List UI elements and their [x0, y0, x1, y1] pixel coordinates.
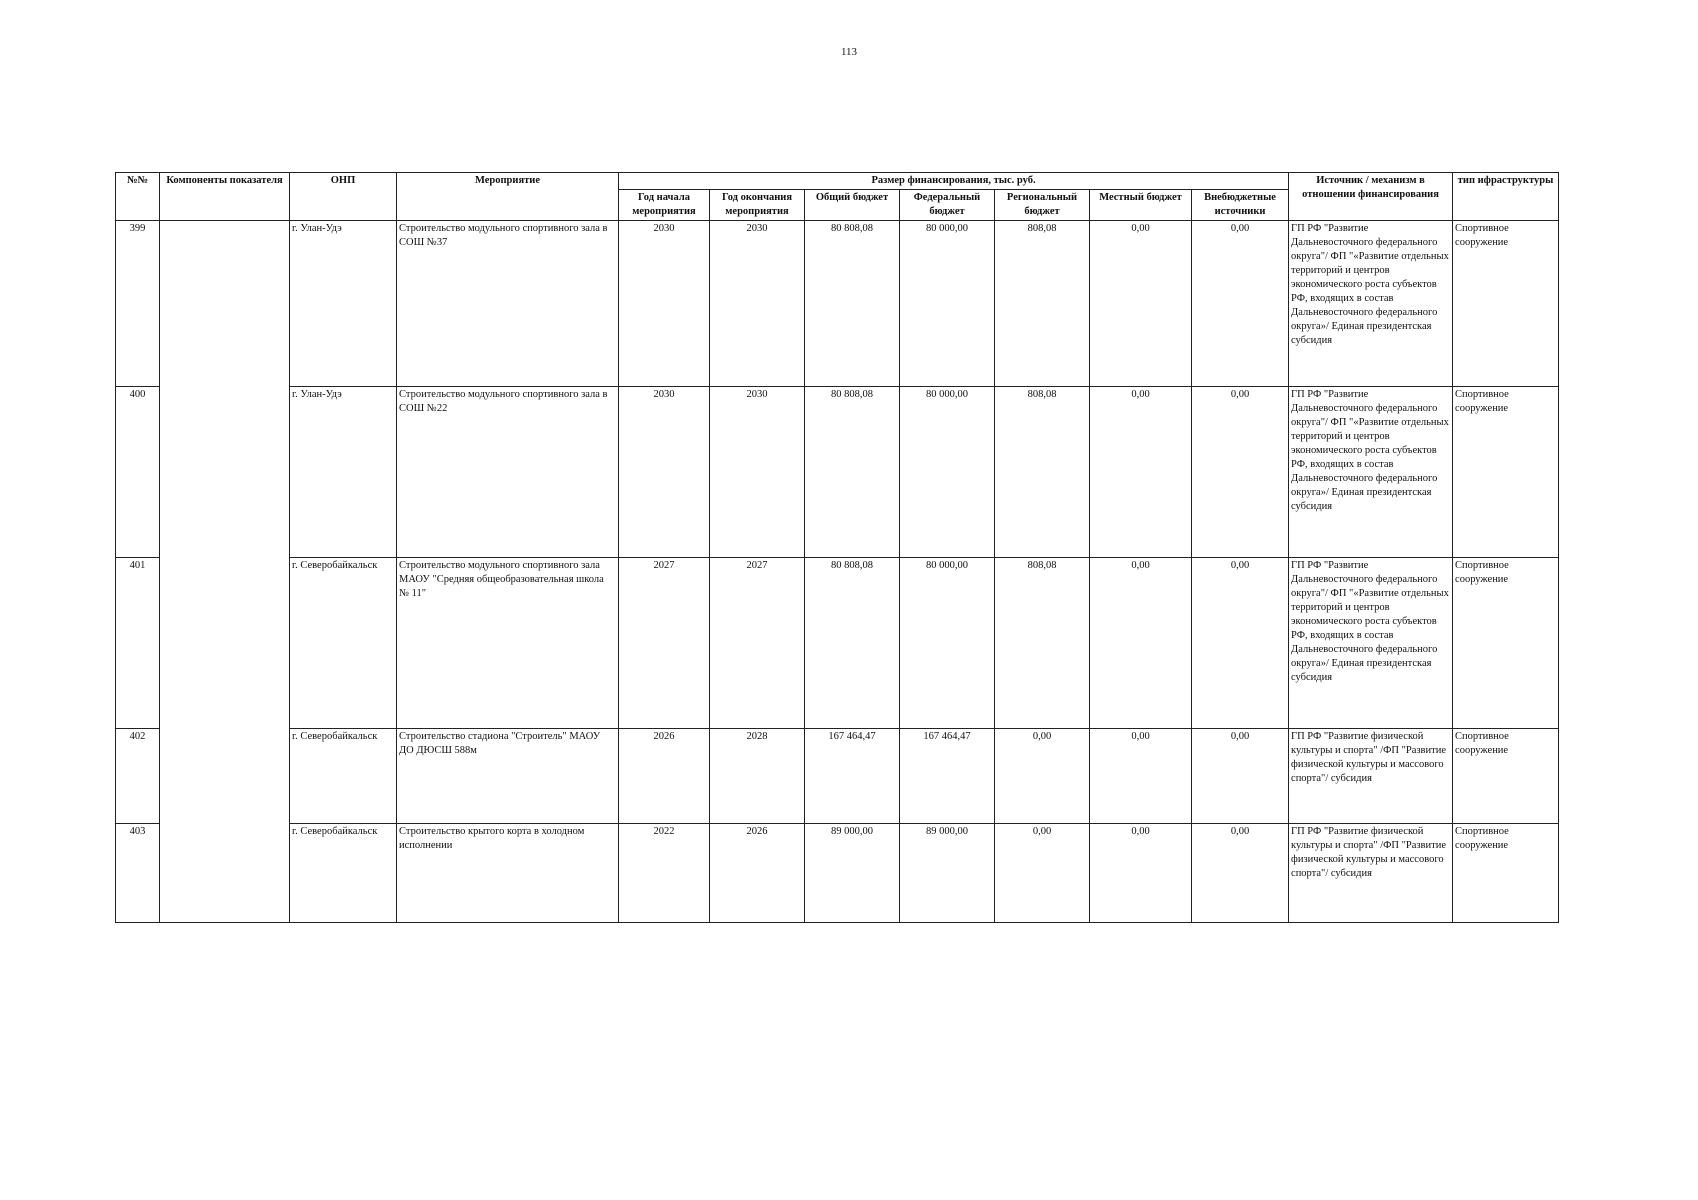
- cell-source: ГП РФ "Развитие Дальневосточного федерального округа"/ ФП "«Развитие отдельных территорий и центров экономического роста субъектов РФ, входящих в состав Дальневосточного федерального округа»/ Единая президентская субсидия: [1289, 387, 1453, 558]
- cell-local: 0,00: [1090, 729, 1192, 824]
- cell-local: 0,00: [1090, 221, 1192, 387]
- header-federal: Федеральный бюджет: [900, 190, 995, 221]
- cell-source: ГП РФ "Развитие Дальневосточного федерального округа"/ ФП "«Развитие отдельных территорий и центров экономического роста субъектов РФ, входящих в состав Дальневосточного федерального округа»/ Единая президентская субсидия: [1289, 558, 1453, 729]
- cell-onp: г. Улан-Удэ: [290, 387, 397, 558]
- cell-federal: 80 000,00: [900, 558, 995, 729]
- cell-end-year: 2027: [710, 558, 805, 729]
- cell-regional: 808,08: [995, 387, 1090, 558]
- table-row: [116, 729, 1559, 824]
- header-onp: ОНП: [290, 173, 397, 221]
- cell-infra-type: Спортивное сооружение: [1453, 387, 1559, 558]
- cell-local: 0,00: [1090, 558, 1192, 729]
- table-row: [116, 221, 1559, 387]
- header-source: Источник / механизм в отношении финансирования: [1289, 173, 1453, 221]
- table-row: [116, 387, 1559, 558]
- cell-federal: 80 000,00: [900, 387, 995, 558]
- cell-start-year: 2027: [619, 558, 710, 729]
- cell-total: 89 000,00: [805, 824, 900, 923]
- cell-regional: 0,00: [995, 824, 1090, 923]
- cell-infra-type: Спортивное сооружение: [1453, 824, 1559, 923]
- cell-total: 80 808,08: [805, 387, 900, 558]
- cell-infra-type: Спортивное сооружение: [1453, 558, 1559, 729]
- page-number: 113: [840, 46, 858, 58]
- header-extra: Внебюджетные источники: [1192, 190, 1289, 221]
- cell-num: 399: [116, 221, 160, 387]
- cell-extra: 0,00: [1192, 558, 1289, 729]
- header-infra-type: тип ифраструктуры: [1453, 173, 1559, 221]
- cell-total: 167 464,47: [805, 729, 900, 824]
- cell-source: ГП РФ "Развитие Дальневосточного федерального округа"/ ФП "«Развитие отдельных территорий и центров экономического роста субъектов РФ, входящих в состав Дальневосточного федерального округа»/ Единая президентская субсидия: [1289, 221, 1453, 387]
- cell-onp: г. Улан-Удэ: [290, 221, 397, 387]
- header-event: Мероприятие: [397, 173, 619, 221]
- cell-num: 402: [116, 729, 160, 824]
- cell-local: 0,00: [1090, 824, 1192, 923]
- cell-end-year: 2030: [710, 387, 805, 558]
- cell-source: ГП РФ "Развитие физической культуры и спорта" /ФП "Развитие физической культуры и массового спорта"/ субсидия: [1289, 824, 1453, 923]
- cell-num: 401: [116, 558, 160, 729]
- cell-num: 400: [116, 387, 160, 558]
- cell-num: 403: [116, 824, 160, 923]
- cell-infra-type: Спортивное сооружение: [1453, 221, 1559, 387]
- table-row: [116, 824, 1559, 923]
- cell-federal: 167 464,47: [900, 729, 995, 824]
- header-num: №№: [116, 173, 160, 221]
- cell-event: Строительство модульного спортивного зала МАОУ "Средняя общеобразовательная школа № 11": [397, 558, 619, 729]
- header-financing: Размер финансирования, тыс. руб.: [619, 173, 1289, 190]
- cell-start-year: 2030: [619, 387, 710, 558]
- financing-table: [115, 172, 1559, 923]
- cell-regional: 808,08: [995, 221, 1090, 387]
- cell-end-year: 2026: [710, 824, 805, 923]
- cell-event: Строительство модульного спортивного зала в СОШ №37: [397, 221, 619, 387]
- header-start-year: Год начала мероприятия: [619, 190, 710, 221]
- header-end-year: Год окончания мероприятия: [710, 190, 805, 221]
- cell-start-year: 2030: [619, 221, 710, 387]
- table-row: [116, 558, 1559, 729]
- header-row-top: [116, 173, 1559, 190]
- header-total: Общий бюджет: [805, 190, 900, 221]
- cell-event: Строительство модульного спортивного зала в СОШ №22: [397, 387, 619, 558]
- cell-start-year: 2026: [619, 729, 710, 824]
- cell-extra: 0,00: [1192, 221, 1289, 387]
- cell-onp: г. Северобайкальск: [290, 558, 397, 729]
- cell-onp: г. Северобайкальск: [290, 729, 397, 824]
- cell-federal: 89 000,00: [900, 824, 995, 923]
- cell-source: ГП РФ "Развитие физической культуры и спорта" /ФП "Развитие физической культуры и массового спорта"/ субсидия: [1289, 729, 1453, 824]
- cell-event: Строительство стадиона "Строитель" МАОУ ДО ДЮСШ 588м: [397, 729, 619, 824]
- cell-component: [160, 221, 290, 923]
- cell-infra-type: Спортивное сооружение: [1453, 729, 1559, 824]
- cell-extra: 0,00: [1192, 729, 1289, 824]
- cell-regional: 808,08: [995, 558, 1090, 729]
- cell-event: Строительство крытого корта в холодном исполнении: [397, 824, 619, 923]
- header-local: Местный бюджет: [1090, 190, 1192, 221]
- cell-federal: 80 000,00: [900, 221, 995, 387]
- cell-end-year: 2028: [710, 729, 805, 824]
- cell-start-year: 2022: [619, 824, 710, 923]
- cell-regional: 0,00: [995, 729, 1090, 824]
- cell-local: 0,00: [1090, 387, 1192, 558]
- cell-onp: г. Северобайкальск: [290, 824, 397, 923]
- cell-extra: 0,00: [1192, 387, 1289, 558]
- cell-extra: 0,00: [1192, 824, 1289, 923]
- cell-end-year: 2030: [710, 221, 805, 387]
- header-component: Компоненты показателя: [160, 173, 290, 221]
- cell-total: 80 808,08: [805, 558, 900, 729]
- header-regional: Региональный бюджет: [995, 190, 1090, 221]
- cell-total: 80 808,08: [805, 221, 900, 387]
